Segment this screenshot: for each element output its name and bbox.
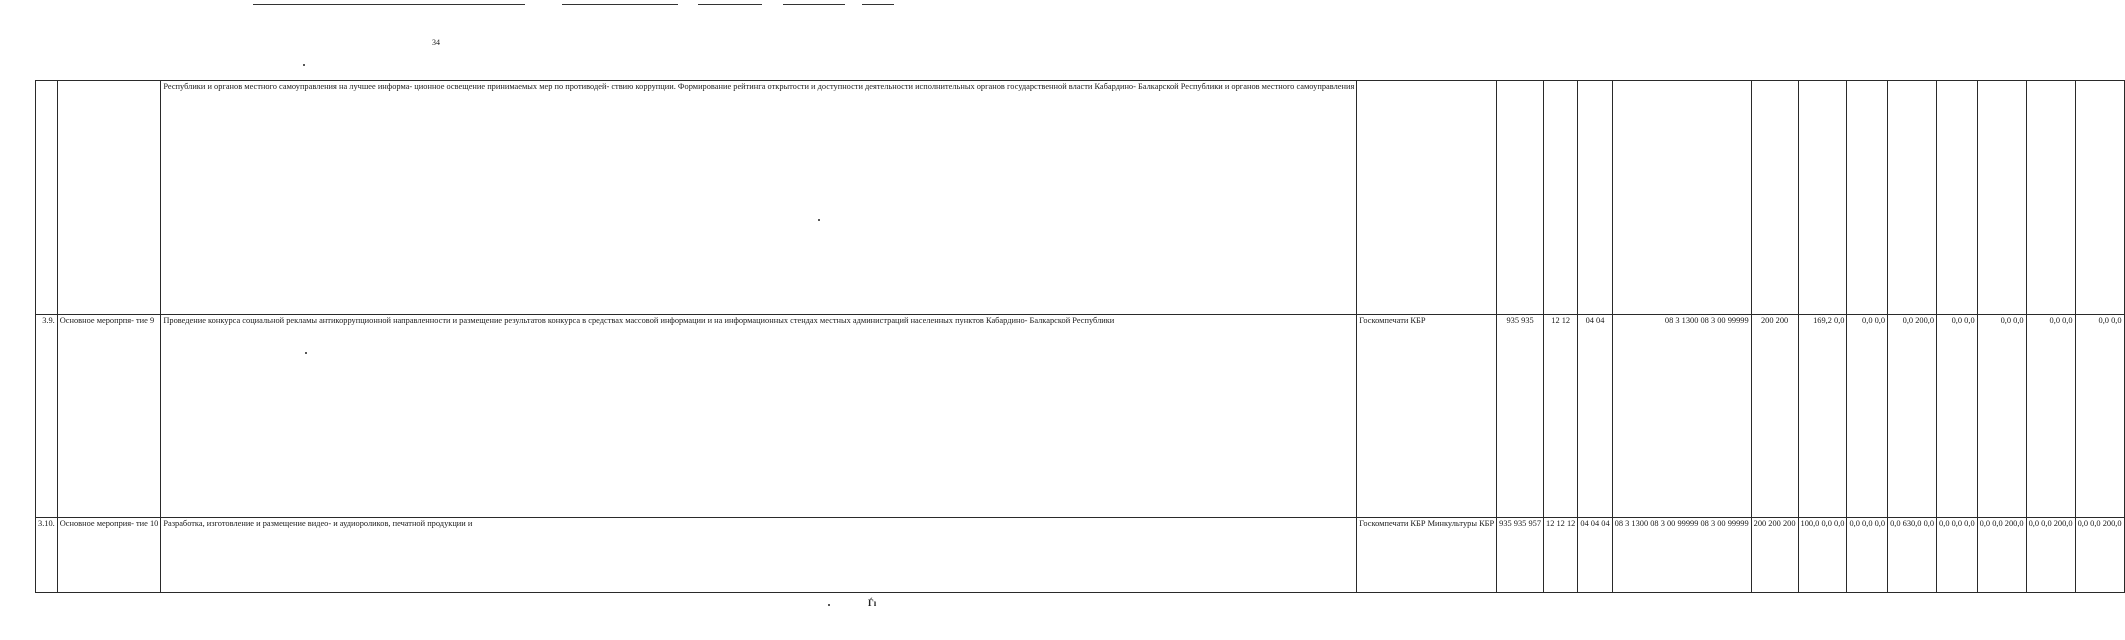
item-number: [36, 81, 58, 315]
corner-mark: Ѓı: [868, 598, 877, 608]
amount-cell: 0,0 0,0: [1847, 315, 1888, 518]
amount-cell: 0,0 630,0 0,0: [1888, 518, 1937, 593]
amount-cell: [1847, 81, 1888, 315]
top-rule: [862, 4, 894, 5]
executor: Госкомпечати КБР Минкультуры КБР: [1357, 518, 1497, 593]
pr-code: 04 04: [1578, 315, 1612, 518]
amount-cell: [2026, 81, 2075, 315]
vr-code: 200 200 200: [1751, 518, 1798, 593]
top-rule: [698, 4, 762, 5]
executor: Госкомпечати КБР: [1357, 315, 1497, 518]
amount-cell: [1937, 81, 1978, 315]
amount-cell: 169,2 0,0: [1798, 315, 1847, 518]
top-rule: [253, 4, 525, 5]
page-number: 34: [432, 38, 440, 47]
amount-cell: [1798, 81, 1847, 315]
table-row: [36, 81, 2125, 315]
amount-cell: 0,0 0,0 200,0: [2026, 518, 2075, 593]
item-name: Разработка, изготовление и размещение видео- и аудиороликов, печатной продукции и: [161, 518, 1357, 593]
csr-code: 08 3 1300 08 3 00 99999: [1612, 315, 1751, 518]
item-type: Основное мероприя- тие 10: [57, 518, 161, 593]
pr-code: [1578, 81, 1612, 315]
top-rule: [562, 4, 678, 5]
scan-speck: [828, 604, 830, 606]
amount-cell: 0,0 0,0: [2075, 315, 2124, 518]
amount-cell: 0,0 0,0 200,0: [2075, 518, 2124, 593]
table-row: [36, 315, 2125, 518]
rz-code: [1544, 81, 1578, 315]
csr-code: [1612, 81, 1751, 315]
amount-cell: [2075, 81, 2124, 315]
pr-code: 04 04 04: [1578, 518, 1612, 593]
item-type: Основное меропрпя- тие 9: [57, 315, 161, 518]
item-name: Проведение конкурса социальной рекламы антикоррупционной направленности и размещение результатов конкурса в средствах массовой информации и на информационных стендах местных администраций населенных пунктов Кабардино- Балкарской Республики: [161, 315, 1357, 518]
csr-code: 08 3 1300 08 3 00 99999 08 3 00 99999: [1612, 518, 1751, 593]
vr-code: 200 200: [1751, 315, 1798, 518]
vr-code: [1751, 81, 1798, 315]
grbs-code: [1497, 81, 1544, 315]
amount-cell: [1888, 81, 1937, 315]
rz-code: 12 12 12: [1544, 518, 1578, 593]
item-name: Республики и органов местного самоуправления на лучшее информа- ционное освещение принимаемых мер по противодей- ствию коррупции. Формирование рейтинга открытости и доступности деятельности исполнительных органов государственной власти Кабардино- Балкарской Республики и органов местного самоуправления: [161, 81, 1357, 315]
scan-speck: [303, 64, 305, 66]
table-row: [36, 518, 2125, 593]
amount-cell: 0,0 0,0 0,0: [1847, 518, 1888, 593]
executor: [1357, 81, 1497, 315]
grbs-code: 935 935: [1497, 315, 1544, 518]
item-number: 3.9.: [36, 315, 58, 518]
amount-cell: 0,0 0,0: [1937, 315, 1978, 518]
amount-cell: 0,0 0,0: [2026, 315, 2075, 518]
rz-code: 12 12: [1544, 315, 1578, 518]
grbs-code: 935 935 957: [1497, 518, 1544, 593]
amount-cell: 0,0 0,0 0,0: [1937, 518, 1978, 593]
item-number: 3.10.: [36, 518, 58, 593]
item-type: [57, 81, 161, 315]
amount-cell: [1977, 81, 2026, 315]
amount-cell: 0,0 200,0: [1888, 315, 1937, 518]
top-rule: [783, 4, 845, 5]
amount-cell: 100,0 0,0 0,0: [1798, 518, 1847, 593]
amount-cell: 0,0 0,0: [1977, 315, 2026, 518]
amount-cell: 0,0 0,0 200,0: [1977, 518, 2026, 593]
budget-table: [35, 80, 2125, 593]
